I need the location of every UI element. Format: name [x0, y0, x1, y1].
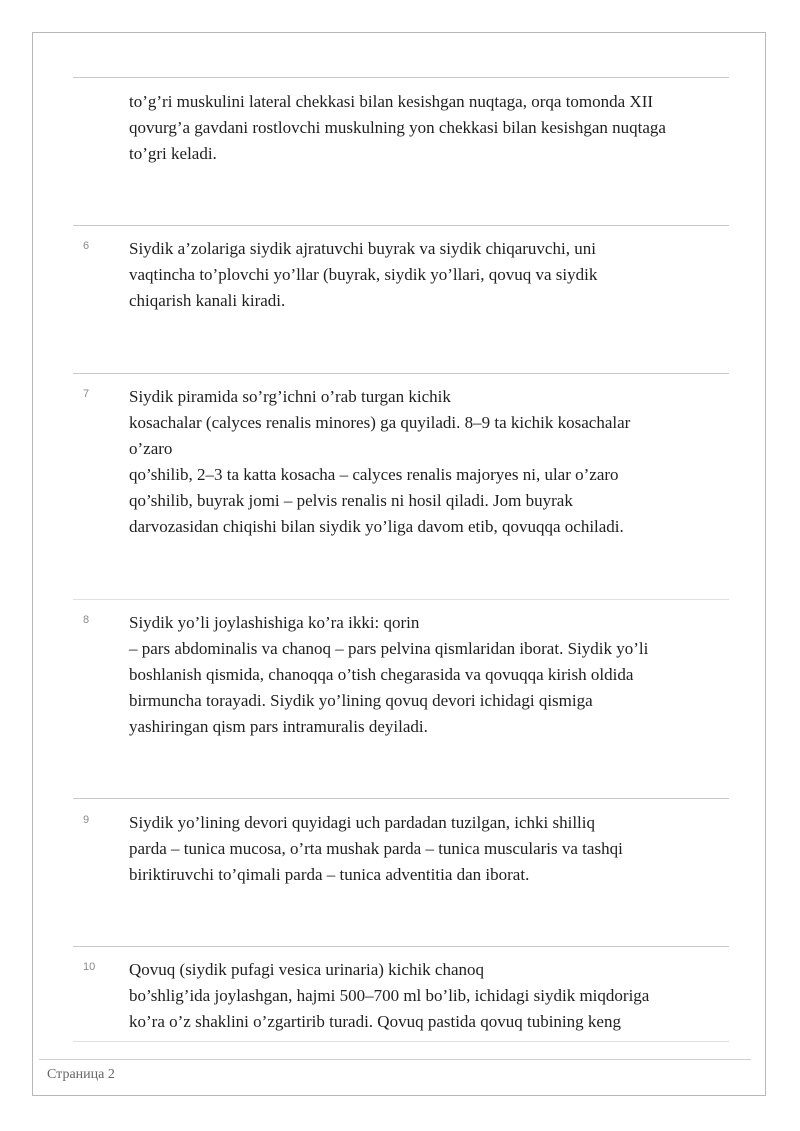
document-page: [32, 32, 766, 1096]
paragraph: [129, 384, 733, 540]
text-line: vaqtincha to’plovchi yo’llar (buyrak, siydik yo’llari, qovuq va siydik: [129, 265, 598, 284]
text-line: Siydik yo’li joylashishiga ko’ra ikki: qorin: [129, 613, 420, 632]
text-line: bo’shlig’ida joylashgan, hajmi 500–700 ml bo’lib, ichidagi siydik miqdoriga: [129, 986, 650, 1005]
row-divider: [73, 946, 729, 947]
text-line: parda – tunica mucosa, o’rta mushak parda – tunica muscularis va tashqi: [129, 839, 623, 858]
row-divider: [73, 1041, 729, 1042]
text-line: darvozasidan chiqishi bilan siydik yo’liga davom etib, qovuqqa ochiladi.: [129, 517, 624, 536]
text-line: kosachalar (calyces renalis minores) ga quyiladi. 8–9 ta kichik kosachalar: [129, 413, 631, 432]
page-number-label: Страница 2: [47, 1067, 115, 1082]
text-line: birmuncha torayadi. Siydik yo’lining qovuq devori ichidagi qismiga: [129, 691, 593, 710]
text-line: qovurg’a gavdani rostlovchi muskulning yon chekkasi bilan kesishgan nuqtaga: [129, 118, 666, 137]
row-number: 9: [83, 814, 90, 826]
text-line: to’gri keladi.: [129, 144, 217, 163]
row-number: 7: [83, 388, 90, 400]
text-line: Siydik a’zolariga siydik ajratuvchi buyrak va siydik chiqaruvchi, uni: [129, 239, 596, 258]
row-number: 6: [83, 240, 90, 252]
text-line: yashiringan qism pars intramuralis deyiladi.: [129, 717, 428, 736]
paragraph: [129, 957, 733, 1035]
paragraph: [129, 810, 733, 888]
text-line: o’zaro: [129, 439, 173, 458]
text-line: ko’ra o’z shaklini o’zgartirib turadi. Qovuq pastida qovuq tubining keng: [129, 1012, 621, 1031]
text-line: boshlanish qismida, chanoqqa o’tish chegarasida va qovuqqa kirish oldida: [129, 665, 634, 684]
text-line: chiqarish kanali kiradi.: [129, 291, 286, 310]
text-line: qo’shilib, buyrak jomi – pelvis renalis ni hosil qiladi. Jom buyrak: [129, 491, 573, 510]
row-divider: [73, 77, 729, 78]
text-line: Siydik yo’lining devori quyidagi uch pardadan tuzilgan, ichki shilliq: [129, 813, 596, 832]
text-line: to’g’ri muskulini lateral chekkasi bilan kesishgan nuqtaga, orqa tomonda XII: [129, 92, 654, 111]
row-divider: [73, 798, 729, 799]
text-line: – pars abdominalis va chanoq – pars pelvina qismlaridan iborat. Siydik yo’li: [129, 639, 649, 658]
text-line: biriktiruvchi to’qimali parda – tunica adventitia dan iborat.: [129, 865, 530, 884]
paragraph: [129, 236, 733, 314]
text-line: Qovuq (siydik pufagi vesica urinaria) kichik chanoq: [129, 960, 485, 979]
text-line: Siydik piramida so’rg’ichni o’rab turgan kichik: [129, 387, 451, 406]
paragraph: [129, 89, 733, 167]
row-divider: [73, 225, 729, 226]
row-number: 10: [83, 961, 96, 973]
row-number: 8: [83, 614, 90, 626]
text-line: qo’shilib, 2–3 ta katta kosacha – calyces renalis majoryes ni, ular o’zaro: [129, 465, 619, 484]
footer-divider: [39, 1059, 751, 1060]
paragraph: [129, 610, 733, 740]
row-divider: [73, 599, 729, 600]
row-divider: [73, 373, 729, 374]
